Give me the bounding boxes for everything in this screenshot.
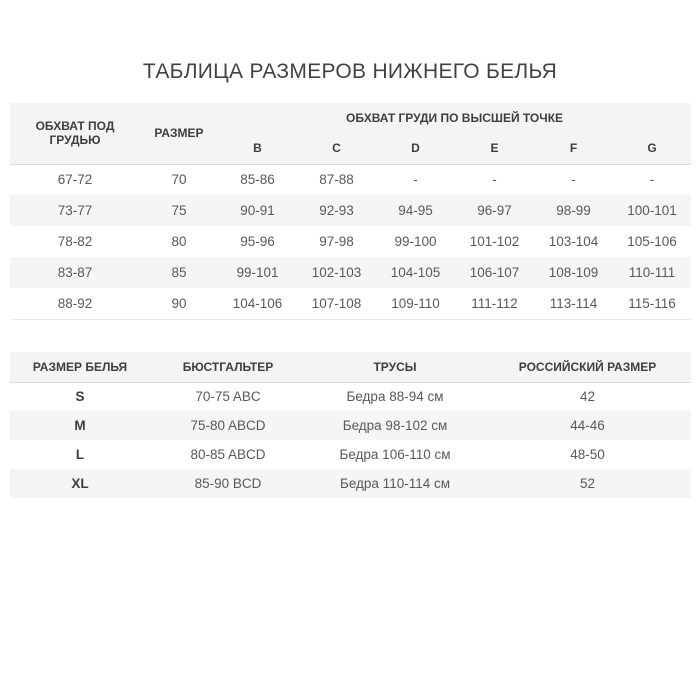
russian-size-cell: 44-46 [484, 411, 691, 440]
table-row [10, 288, 691, 319]
cup-cell: 113-114 [534, 288, 613, 319]
bra-cell: 75-80 ABCD [150, 411, 306, 440]
lingerie-size-table [10, 352, 691, 498]
cup-cell: 103-104 [534, 226, 613, 257]
column-header-cup-f: F [534, 133, 613, 164]
size-cell: 85 [140, 257, 218, 288]
panties-cell: Бедра 106-110 см [306, 440, 484, 469]
table-row [10, 440, 691, 469]
cup-cell: 100-101 [613, 195, 691, 226]
column-header-cup-c: C [297, 133, 376, 164]
cup-cell: 108-109 [534, 257, 613, 288]
cup-cell: 85-86 [218, 164, 297, 195]
table-row [10, 411, 691, 440]
cup-cell: 90-91 [218, 195, 297, 226]
underbust-cell: 78-82 [10, 226, 140, 257]
bra-cell: 80-85 ABCD [150, 440, 306, 469]
cup-cell: - [613, 164, 691, 195]
cup-cell: - [534, 164, 613, 195]
table-row [10, 382, 691, 411]
cup-cell: 110-111 [613, 257, 691, 288]
cup-cell: 111-112 [455, 288, 534, 319]
cup-cell: 106-107 [455, 257, 534, 288]
column-header-panties: ТРУСЫ [306, 352, 484, 382]
cup-cell: 96-97 [455, 195, 534, 226]
column-header-cup-b: B [218, 133, 297, 164]
cup-cell: 94-95 [376, 195, 455, 226]
column-header-lingerie-size: РАЗМЕР БЕЛЬЯ [10, 352, 150, 382]
size-cell: 80 [140, 226, 218, 257]
bra-cell: 70-75 ABC [150, 382, 306, 411]
lingerie-size-cell: M [10, 411, 150, 440]
table-row [10, 257, 691, 288]
cup-cell: 115-116 [613, 288, 691, 319]
cup-cell: 101-102 [455, 226, 534, 257]
russian-size-cell: 42 [484, 382, 691, 411]
underbust-cell: 73-77 [10, 195, 140, 226]
cup-cell: 109-110 [376, 288, 455, 319]
cup-cell: 107-108 [297, 288, 376, 319]
cup-cell: 97-98 [297, 226, 376, 257]
cup-cell: 105-106 [613, 226, 691, 257]
panties-cell: Бедра 110-114 см [306, 469, 484, 498]
russian-size-cell: 48-50 [484, 440, 691, 469]
panties-cell: Бедра 88-94 см [306, 382, 484, 411]
russian-size-cell: 52 [484, 469, 691, 498]
lingerie-size-cell: L [10, 440, 150, 469]
bust-table-body [10, 164, 691, 319]
bust-size-table-section [10, 103, 691, 320]
table-row [10, 469, 691, 498]
lingerie-table-body [10, 382, 691, 498]
bust-size-table [10, 103, 691, 320]
page-title: ТАБЛИЦА РАЗМЕРОВ НИЖНЕГО БЕЛЬЯ [142, 60, 558, 83]
cup-cell: - [376, 164, 455, 195]
column-header-cup-d: D [376, 133, 455, 164]
table-row [10, 195, 691, 226]
cup-cell: 102-103 [297, 257, 376, 288]
cup-cell: 99-101 [218, 257, 297, 288]
bust-table-header-row-1 [10, 103, 691, 133]
table-row [10, 164, 691, 195]
column-header-cup-e: E [455, 133, 534, 164]
lingerie-size-table-section [10, 352, 691, 498]
cup-cell: 104-106 [218, 288, 297, 319]
column-header-cup-g: G [613, 133, 691, 164]
cup-cell: 98-99 [534, 195, 613, 226]
size-cell: 70 [140, 164, 218, 195]
cup-cell: - [455, 164, 534, 195]
cup-cell: 104-105 [376, 257, 455, 288]
bust-table-header [10, 103, 691, 164]
size-cell: 90 [140, 288, 218, 319]
cup-cell: 92-93 [297, 195, 376, 226]
table-row [10, 226, 691, 257]
cup-cell: 95-96 [218, 226, 297, 257]
underbust-cell: 88-92 [10, 288, 140, 319]
underbust-cell: 83-87 [10, 257, 140, 288]
column-group-header-bust-circumference: ОБХВАТ ГРУДИ ПО ВЫСШЕЙ ТОЧКЕ [218, 103, 691, 133]
lingerie-size-cell: XL [10, 469, 150, 498]
column-header-bra: БЮСТГАЛЬТЕР [150, 352, 306, 382]
column-header-size: РАЗМЕР [140, 103, 218, 164]
size-cell: 75 [140, 195, 218, 226]
bra-cell: 85-90 BCD [150, 469, 306, 498]
lingerie-table-header [10, 352, 691, 382]
underbust-cell: 67-72 [10, 164, 140, 195]
lingerie-size-cell: S [10, 382, 150, 411]
cup-cell: 99-100 [376, 226, 455, 257]
cup-cell: 87-88 [297, 164, 376, 195]
panties-cell: Бедра 98-102 см [306, 411, 484, 440]
column-header-russian-size: РОССИЙСКИЙ РАЗМЕР [484, 352, 691, 382]
lingerie-table-header-row [10, 352, 691, 382]
column-header-underbust: ОБХВАТ ПОД ГРУДЬЮ [10, 103, 140, 164]
